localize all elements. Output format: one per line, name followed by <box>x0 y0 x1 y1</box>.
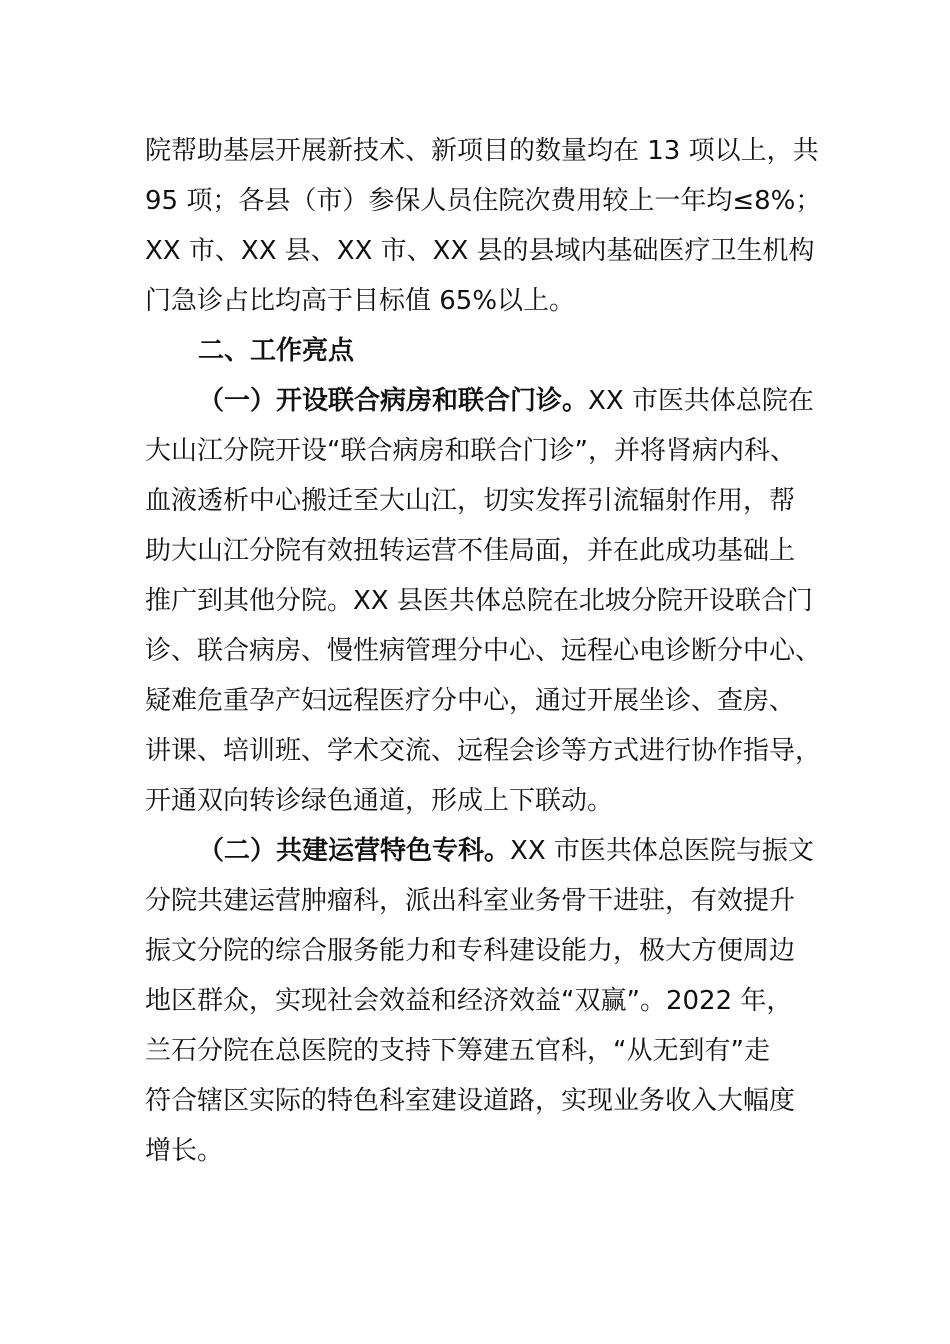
item1-line: 大山江分院开设“联合病房和联合门诊”，并将肾病内科、 <box>145 436 796 466</box>
item1-first-line <box>198 381 814 421</box>
item1-line: 助大山江分院有效扭转运营不佳局面，并在此成功基础上 <box>145 536 796 566</box>
item2-line: 分院共建运营肿瘤科，派出科室业务骨干进驻，有效提升 <box>145 886 796 916</box>
item2-first-rest: XX 市医共体总医院与振文 <box>510 836 814 866</box>
section-heading: 二、工作亮点 <box>198 336 355 366</box>
item1-line: 讲课、培训班、学术交流、远程会诊等方式进行协作指导， <box>145 736 822 766</box>
item1-line: 推广到其他分院。XX 县医共体总院在北坡分院开设联合门 <box>145 586 813 616</box>
item2-line: 地区群众，实现社会效益和经济效益“双赢”。2022 年， <box>145 986 793 1016</box>
intro-line-3: XX 市、XX 县、XX 市、XX 县的县域内基础医疗卫生机构 <box>145 236 815 266</box>
item1-line: 诊、联合病房、慢性病管理分中心、远程心电诊断分中心、 <box>145 636 822 666</box>
item2-line: 振文分院的综合服务能力和专科建设能力，极大方便周边 <box>145 936 796 966</box>
intro-line-2: 95 项；各县（市）参保人员住院次费用较上一年均≤8%； <box>145 186 822 216</box>
item2-line: 增长。 <box>145 1136 224 1166</box>
item2-title: （二）共建运营特色专科。 <box>198 836 511 866</box>
item2-line: 符合辖区实际的特色科室建设道路，实现业务收入大幅度 <box>145 1086 796 1116</box>
intro-line-1: 院帮助基层开展新技术、新项目的数量均在 13 项以上，共 <box>145 136 819 166</box>
item1-line: 疑难危重孕产妇远程医疗分中心，通过开展坐诊、查房、 <box>145 686 796 716</box>
item1-line: 血液透析中心搬迁至大山江，切实发挥引流辐射作用，帮 <box>145 486 796 516</box>
intro-line-4: 门急诊占比均高于目标值 65%以上。 <box>145 286 576 316</box>
item1-line: 开通双向转诊绿色通道，形成上下联动。 <box>145 786 614 816</box>
item2-line: 兰石分院在总医院的支持下筹建五官科，“从无到有”走 <box>145 1036 770 1066</box>
item1-title: （一）开设联合病房和联合门诊。 <box>198 386 589 416</box>
item2-first-line <box>198 831 814 871</box>
item1-first-rest: XX 市医共体总院在 <box>588 386 814 416</box>
